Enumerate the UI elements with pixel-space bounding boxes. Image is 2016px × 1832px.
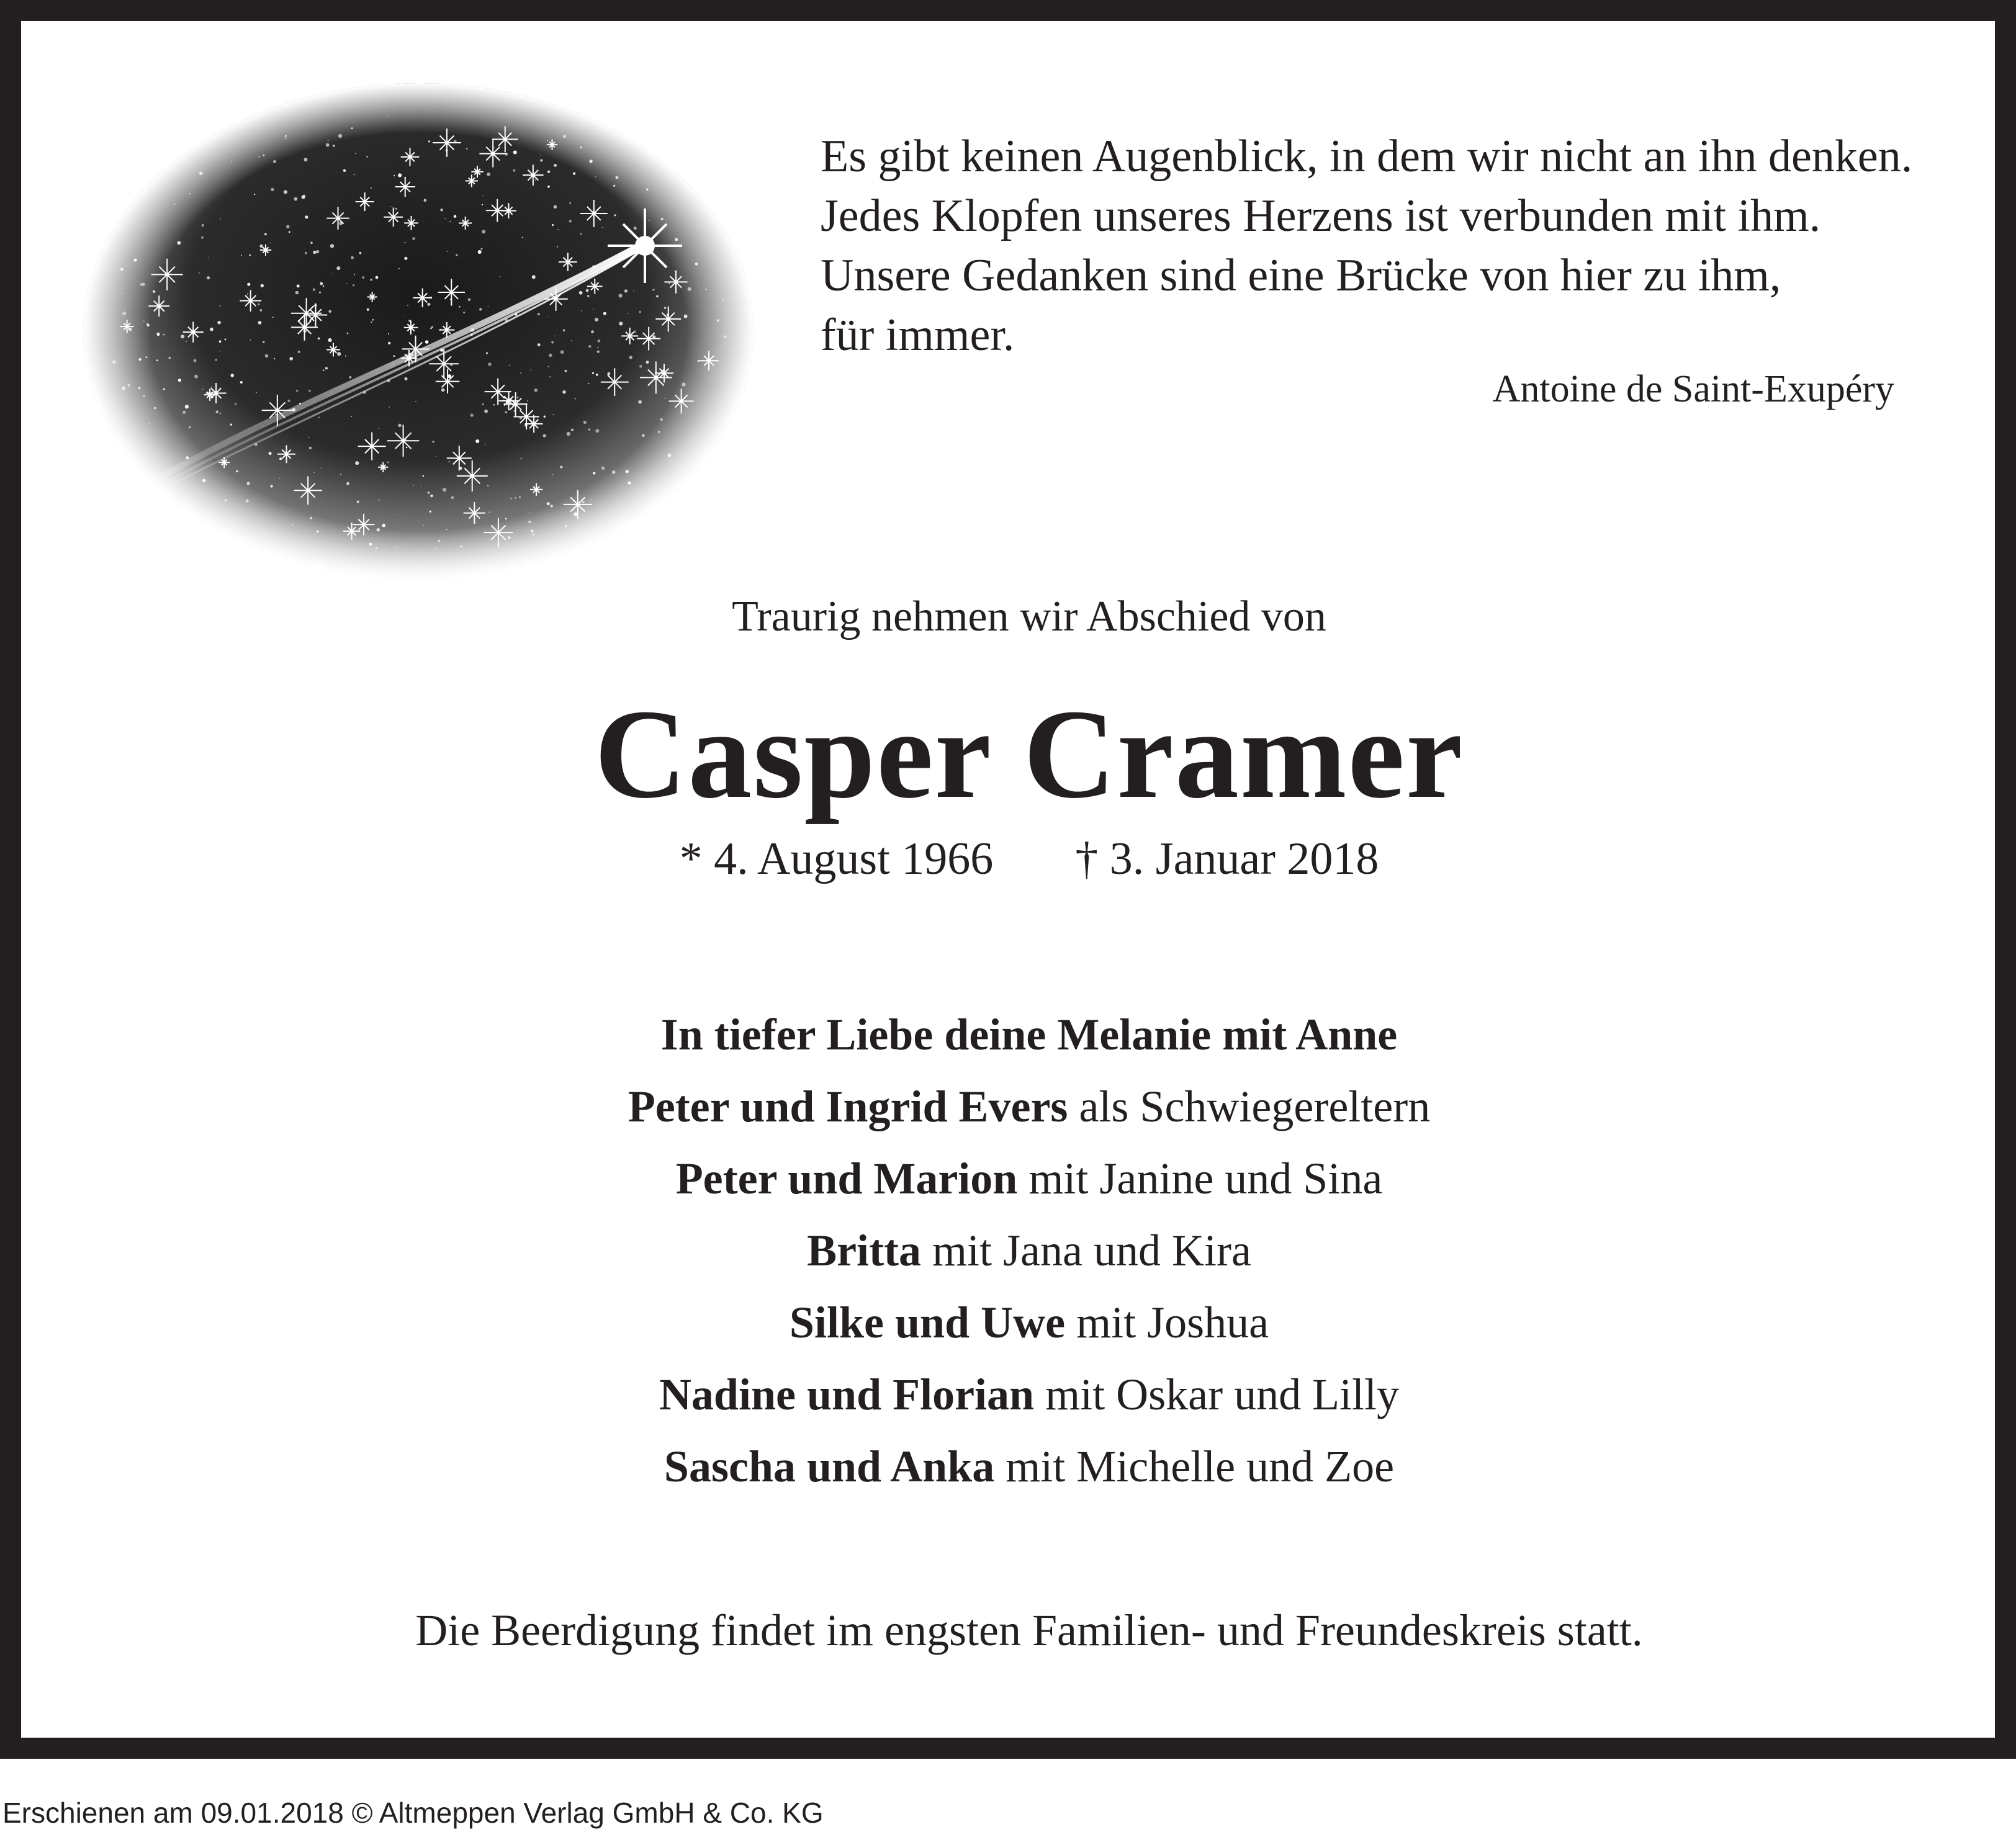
funeral-note: Die Beerdigung findet im engsten Familien- und Freundeskreis statt. bbox=[415, 1605, 1643, 1655]
mourner-row bbox=[42, 1071, 2016, 1143]
publication-footer: Erschienen am 09.01.2018 © Altmeppen Verlag GmbH & Co. KG bbox=[2, 1797, 824, 1829]
mourner-row bbox=[42, 1430, 2016, 1502]
mourner-names: Peter und Marion bbox=[675, 1154, 1018, 1203]
quote-author: Antoine de Saint-Exupéry bbox=[1492, 368, 1894, 410]
birth-date: * 4. August 1966 bbox=[679, 833, 994, 884]
mourner-names: Britta bbox=[807, 1226, 922, 1275]
mourners-list bbox=[42, 999, 2016, 1502]
mourner-row bbox=[42, 1286, 2016, 1358]
mourner-names: Nadine und Florian bbox=[659, 1370, 1035, 1419]
mourner-row bbox=[42, 1143, 2016, 1215]
deceased-name: Casper Cramer bbox=[594, 683, 1464, 825]
intro-text: Traurig nehmen wir Abschied von bbox=[732, 593, 1326, 640]
mourner-names: Sascha und Anka bbox=[664, 1442, 995, 1491]
death-date: † 3. Januar 2018 bbox=[1075, 833, 1379, 884]
mourner-relation: mit Michelle und Zoe bbox=[994, 1442, 1395, 1491]
mourner-relation: mit Jana und Kira bbox=[921, 1226, 1251, 1275]
quote-line: für immer. bbox=[821, 310, 1015, 361]
mourner-row bbox=[42, 1215, 2016, 1286]
quote-line: Unsere Gedanken sind eine Brücke von hier zu ihm, bbox=[821, 250, 1781, 301]
mourner-names: Peter und Ingrid Evers bbox=[628, 1082, 1068, 1131]
mourner-names: In tiefer Liebe deine Melanie mit Anne bbox=[660, 1010, 1398, 1059]
mourner-relation: als Schwiegereltern bbox=[1068, 1082, 1431, 1131]
life-dates bbox=[42, 833, 2016, 886]
mourner-row bbox=[42, 1358, 2016, 1430]
quote-line: Jedes Klopfen unseres Herzens ist verbunden mit ihm. bbox=[821, 191, 1821, 241]
mourner-relation: mit Janine und Sina bbox=[1017, 1154, 1383, 1203]
mourner-row bbox=[42, 999, 2016, 1071]
mourner-names: Silke und Uwe bbox=[789, 1298, 1066, 1347]
starry-sky-shooting-star-image bbox=[83, 83, 754, 580]
mourner-relation: mit Oskar und Lilly bbox=[1034, 1370, 1400, 1419]
quote bbox=[821, 127, 1938, 365]
quote-line: Es gibt keinen Augenblick, in dem wir nicht an ihn denken. bbox=[821, 131, 1913, 182]
mourner-relation: mit Joshua bbox=[1065, 1298, 1269, 1347]
